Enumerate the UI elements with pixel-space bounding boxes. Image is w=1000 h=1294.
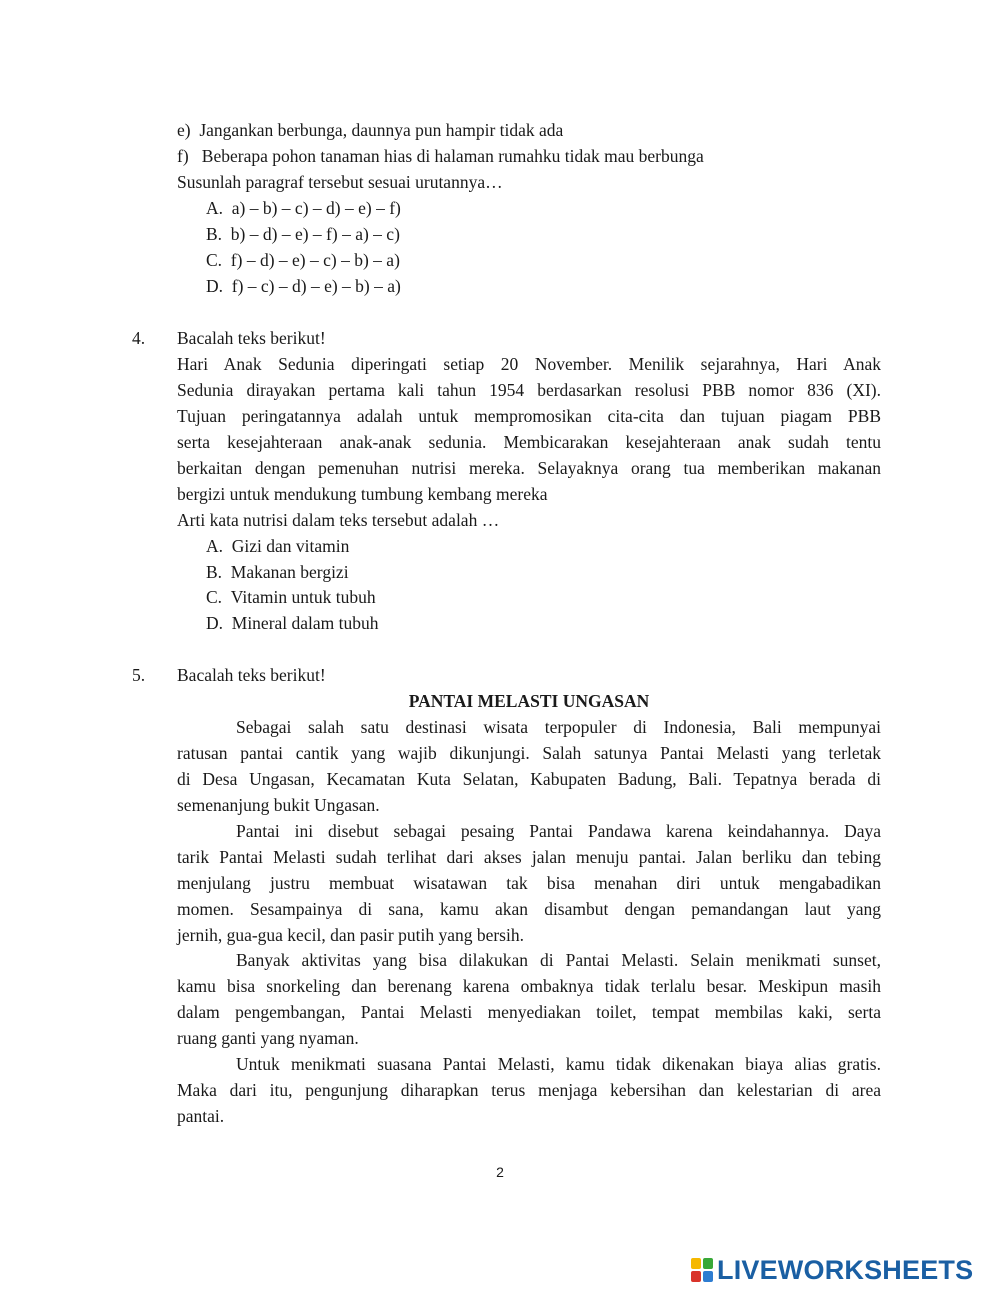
- q5-paragraph-1-line: ratusan pantai cantik yang wajib dikunjungi. Salah satunya Pantai Melasti yang terletak: [177, 743, 881, 763]
- q5-paragraph-1-line: Sebagai salah satu destinasi wisata terpopuler di Indonesia, Bali mempunyai: [236, 717, 881, 737]
- q5-paragraph-2-line: Pantai ini disebut sebagai pesaing Pantai Pandawa karena keindahannya. Daya: [236, 821, 881, 841]
- q5-number: 5.: [132, 665, 146, 685]
- q3-option-e: e) Jangankan berbunga, daunnya pun hampir tidak ada: [177, 120, 564, 140]
- page-number: 2: [496, 1164, 504, 1180]
- q5-paragraph-2-line: momen. Sesampainya di sana, kamu akan disambut dengan pemandangan laut yang: [177, 899, 881, 919]
- logo-tile: [691, 1258, 701, 1269]
- q4-question: Arti kata nutrisi dalam teks tersebut adalah …: [177, 510, 500, 530]
- q5-prompt: Bacalah teks berikut!: [177, 665, 326, 685]
- q5-paragraph-4-line: Maka dari itu, pengunjung diharapkan terus menjaga kebersihan dan kelestarian di area: [177, 1080, 881, 1100]
- q4-passage-line: Hari Anak Sedunia diperingati setiap 20 November. Menilik sejarahnya, Hari Anak: [177, 354, 881, 374]
- q5-paragraph-3-line: dalam pengembangan, Pantai Melasti menyediakan toilet, tempat membilas kaki, serta: [177, 1002, 881, 1022]
- liveworksheets-brand[interactable]: [691, 1255, 973, 1285]
- q3-answer-b[interactable]: B. b) – d) – e) – f) – a) – c): [206, 224, 400, 244]
- q5-paragraph-2-line: jernih, gua-gua kecil, dan pasir putih yang bersih.: [177, 925, 524, 945]
- q5-paragraph-3-line: kamu bisa snorkeling dan berenang karena ombaknya tidak terlalu besar. Meskipun masih: [177, 976, 881, 996]
- q3-answer-a[interactable]: A. a) – b) – c) – d) – e) – f): [206, 198, 401, 218]
- q4-prompt: Bacalah teks berikut!: [177, 328, 326, 348]
- q5-paragraph-1-line: semenanjung bukit Ungasan.: [177, 795, 380, 815]
- q5-paragraph-3-line: ruang ganti yang nyaman.: [177, 1028, 359, 1048]
- q4-passage-line: berkaitan dengan pemenuhan nutrisi mereka. Selayaknya orang tua memberikan makanan: [177, 458, 881, 478]
- q4-passage-line: bergizi untuk mendukung tumbung kembang mereka: [177, 484, 548, 504]
- q3-answer-c[interactable]: C. f) – d) – e) – c) – b) – a): [206, 250, 400, 270]
- q5-paragraph-4-line: pantai.: [177, 1106, 225, 1126]
- q3-answer-d[interactable]: D. f) – c) – d) – e) – b) – a): [206, 276, 401, 296]
- q4-passage-line: Tujuan peringatannya adalah untuk mempromosikan cita-cita dan tujuan piagam PBB: [177, 406, 881, 426]
- q4-answer-b[interactable]: B. Makanan bergizi: [206, 562, 349, 582]
- q4-answer-c[interactable]: C. Vitamin untuk tubuh: [206, 587, 376, 607]
- q4-answer-a[interactable]: A. Gizi dan vitamin: [206, 536, 350, 556]
- logo-tile: [691, 1271, 701, 1282]
- q4-passage-line: serta kesejahteraan anak-anak sedunia. Membicarakan kesejahteraan anak sudah tentu: [177, 432, 881, 452]
- q5-paragraph-1-line: di Desa Ungasan, Kecamatan Kuta Selatan, Kabupaten Badung, Bali. Tepatnya berada di: [177, 769, 881, 789]
- q5-paragraph-2-line: tarik Pantai Melasti sudah terlihat dari akses jalan menuju pantai. Jalan berliku dan tebing: [177, 847, 881, 867]
- q3-option-f: f) Beberapa pohon tanaman hias di halaman rumahku tidak mau berbunga: [177, 146, 704, 166]
- q4-number: 4.: [132, 328, 146, 348]
- q5-paragraph-2-line: menjulang justru membuat wisatawan tak bisa menahan diri untuk mengabadikan: [177, 873, 881, 893]
- q5-passage-title: PANTAI MELASTI UNGASAN: [408, 691, 650, 711]
- liveworksheets-logo-icon: [691, 1258, 713, 1282]
- brand-name: LIVEWORKSHEETS: [717, 1255, 974, 1285]
- q5-paragraph-3-line: Banyak aktivitas yang bisa dilakukan di Pantai Melasti. Selain menikmati sunset,: [236, 950, 881, 970]
- logo-tile: [703, 1271, 713, 1282]
- q4-passage-line: Sedunia dirayakan pertama kali tahun 1954 berdasarkan resolusi PBB nomor 836 (XI).: [177, 380, 881, 400]
- q3-question: Susunlah paragraf tersebut sesuai urutannya…: [177, 172, 503, 192]
- logo-tile: [703, 1258, 713, 1269]
- q4-answer-d[interactable]: D. Mineral dalam tubuh: [206, 613, 379, 633]
- q5-paragraph-4-line: Untuk menikmati suasana Pantai Melasti, kamu tidak dikenakan biaya alias gratis.: [236, 1054, 881, 1074]
